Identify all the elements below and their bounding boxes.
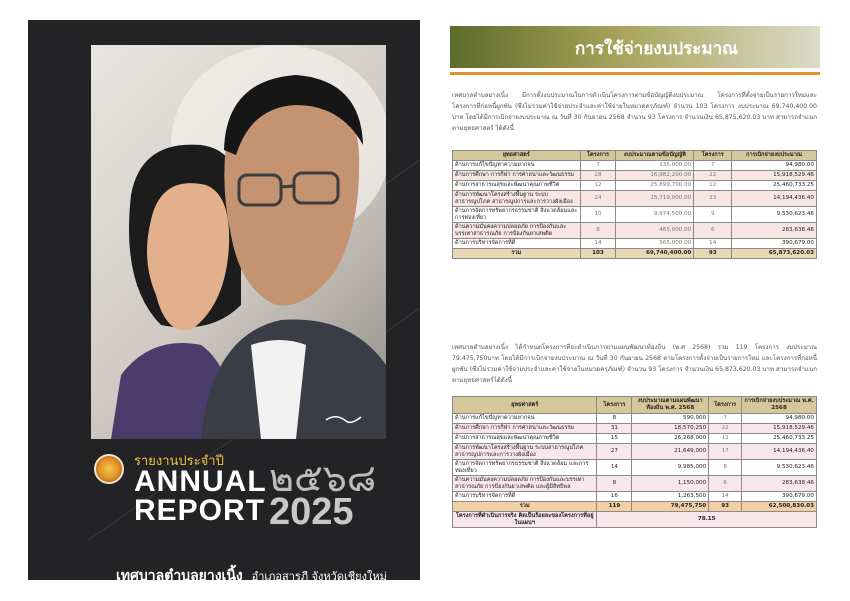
page-header: [450, 26, 820, 68]
disbursed-projects-cell: 12: [709, 434, 742, 444]
disbursed-cell: 94,980.00: [742, 414, 817, 424]
budget-cell: 1,150,000: [632, 476, 709, 492]
strategy-cell: ด้านความมั่นคงความปลอดภัย การป้องกันและบรรเทาสาธารณภัย การป้องกันยาเสพติด และผู้มีสิทธิพล: [453, 476, 597, 492]
disbursed-cell: 14,194,436.40: [742, 444, 817, 460]
total-projects: 103: [580, 249, 616, 259]
disbursed-cell: 94,980.00: [732, 161, 817, 171]
projects-cell: 14: [597, 460, 632, 476]
column-header: งบประมาณตามแผนพัฒนาท้องถิ่น พ.ศ. 2568: [632, 397, 709, 414]
column-header: ยุทธศาสตร์: [453, 151, 581, 161]
table-row: [453, 434, 817, 444]
table-row: [453, 414, 817, 424]
table-total-row: [453, 249, 817, 259]
annual-report-cover: [28, 20, 420, 580]
disbursed-projects-cell: 7: [709, 414, 742, 424]
strategy-cell: ด้านความมั่นคงความปลอดภัย การป้องกันและบรรเทาสาธารณภัย การป้องกันยาเสพติด: [453, 223, 581, 239]
total-label: รวม: [453, 502, 597, 512]
disbursed-projects-cell: 12: [694, 181, 732, 191]
strategy-cell: ด้านการแก้ไขปัญหาความยากจน: [453, 161, 581, 171]
plan-paragraph: เทศบาลตำบลยางเนิ้ง ได้กำหนดโครงการที่จะดำเนินการตามแผนพัฒนาท้องถิ่น (พ.ศ 2568) รวม 119 โครงการ งบประมาณ 79,475,750บาท โดยได้มีการเบิกจ่ายงบประมาณ ณ วันที่ 30 กันยายน 2568 ตามโครงการตั้งจ่ายเป็นรายการใหม่ และโครงการที่ก่อหนี้ผูกพัน (ซึ่งไม่รวมค่าใช้จ่ายประจำและค่าใช้จ่ายในหมวดครุภัณฑ์) จำนวน 93 โครงการ จำนวนเงิน 65,873,620.03 บาท สามารถจำแนกตามยุทธศาสตร์ได้ดังนี้: [452, 344, 817, 384]
projects-cell: 14: [580, 239, 616, 249]
disbursed-cell: 14,194,436.40: [732, 191, 817, 207]
municipality-name-line: [116, 565, 387, 580]
municipality-name: เทศบาลตำบลยางเนิ้ง: [116, 568, 243, 580]
table-row: [453, 161, 817, 171]
strategy-cell: ด้านการศึกษา การกีฬา การศาสนาและวัฒนธรรม: [453, 424, 597, 434]
column-header: โครงการ: [580, 151, 616, 161]
projects-cell: 7: [580, 161, 616, 171]
table-header-row: [453, 151, 817, 161]
table-row: [453, 476, 817, 492]
table-row: [453, 239, 817, 249]
column-header: งบประมาณตามข้อบัญญัติ: [616, 151, 694, 161]
annual-word: ANNUAL: [134, 465, 267, 498]
total-disbursed: 62,500,830.03: [742, 502, 817, 512]
total-disbursed: 65,873,620.03: [732, 249, 817, 259]
table-row: [453, 492, 817, 502]
strategy-cell: ด้านการพัฒนาโครงสร้างพื้นฐาน ระบบสาธารณูปโภค สาธารณูปการและการวางผังเมือง: [453, 444, 597, 460]
disbursed-cell: 9,530,623.46: [742, 460, 817, 476]
table-row: [453, 181, 817, 191]
projects-cell: 8: [597, 476, 632, 492]
municipality-district: อำเภอสารภี จังหวัดเชียงใหม่: [251, 570, 387, 580]
disbursed-cell: 15,918,529.46: [732, 171, 817, 181]
disbursed-projects-cell: 22: [694, 171, 732, 181]
column-header: ยุทธศาสตร์: [453, 397, 597, 414]
table-row: [453, 207, 817, 223]
disbursed-cell: 283,638.46: [732, 223, 817, 239]
table-header-row: [453, 397, 817, 414]
header-underline: [450, 72, 820, 75]
budget-cell: 26,268,000: [632, 434, 709, 444]
disbursed-projects-cell: 23: [694, 191, 732, 207]
total-budget: 69,740,400.00: [616, 249, 694, 259]
projects-cell: 8: [580, 223, 616, 239]
royal-portrait-image: [91, 45, 386, 439]
projects-cell: 8: [597, 414, 632, 424]
column-header: โครงการ: [694, 151, 732, 161]
disbursed-cell: 9,530,623.46: [732, 207, 817, 223]
disbursed-projects-cell: 14: [709, 492, 742, 502]
total-projects: 119: [597, 502, 632, 512]
budget-cell: 1,263,500: [632, 492, 709, 502]
table-row: [453, 171, 817, 181]
budget-cell: 135,000.00: [616, 161, 694, 171]
budget-cell: 565,000.00: [616, 239, 694, 249]
strategy-cell: ด้านการบริหารจัดการที่ดี: [453, 492, 597, 502]
table-row: [453, 191, 817, 207]
total-disbursed-projects: 93: [709, 502, 742, 512]
projects-cell: 10: [580, 207, 616, 223]
municipality-seal-icon: [94, 454, 124, 484]
total-label: รวม: [453, 249, 581, 259]
strategy-cell: ด้านการศึกษา การกีฬา การศาสนาและวัฒนธรรม: [453, 171, 581, 181]
column-header: การเบิกจ่ายงบประมาณ: [732, 151, 817, 161]
projects-cell: 16: [597, 492, 632, 502]
column-header: การเบิกจ่ายงบประมาณ พ.ศ. 2568: [742, 397, 817, 414]
budget-cell: 25,899,700.00: [616, 181, 694, 191]
budget-by-ordinance-table: [452, 150, 817, 259]
thai-year: ๒๕๖๘: [269, 456, 377, 500]
completion-percentage-value: 78.15: [597, 512, 817, 528]
disbursed-cell: 283,638.46: [742, 476, 817, 492]
portrait-illustration: [91, 45, 386, 439]
budget-cell: 9,985,000: [632, 460, 709, 476]
strategy-cell: ด้านการสาธารณสุขและพัฒนาคุณภาพชีวิต: [453, 181, 581, 191]
total-disbursed-projects: 93: [694, 249, 732, 259]
report-word: REPORT: [134, 494, 266, 527]
projects-cell: 28: [580, 171, 616, 181]
projects-cell: 31: [597, 424, 632, 434]
total-budget: 79,475,750: [632, 502, 709, 512]
report-year: 2025: [269, 491, 354, 533]
strategy-cell: ด้านการแก้ไขปัญหาความยากจน: [453, 414, 597, 424]
page-title: การใช้จ่ายงบประมาณ: [575, 39, 738, 59]
completion-percentage-row: [453, 512, 817, 528]
disbursed-cell: 15,918,529.46: [742, 424, 817, 434]
disbursed-projects-cell: 22: [709, 424, 742, 434]
strategy-cell: ด้านการจัดการทรัพยากรธรรมชาติ สิ่งแวดล้อม และการท่องเที่ยว: [453, 460, 597, 476]
disbursed-projects-cell: 17: [709, 444, 742, 460]
budget-spending-page: [440, 20, 832, 580]
budget-cell: 590,000: [632, 414, 709, 424]
disbursed-cell: 25,460,733.25: [742, 434, 817, 444]
disbursed-cell: 25,460,733.25: [732, 181, 817, 191]
column-header: โครงการ: [709, 397, 742, 414]
projects-cell: 12: [580, 181, 616, 191]
budget-cell: 16,982,200.00: [616, 171, 694, 181]
disbursed-projects-cell: 14: [694, 239, 732, 249]
projects-cell: 15: [597, 434, 632, 444]
budget-cell: 465,000.00: [616, 223, 694, 239]
disbursed-projects-cell: 6: [694, 223, 732, 239]
strategy-cell: ด้านการบริหารจัดการที่ดี: [453, 239, 581, 249]
table-row: [453, 444, 817, 460]
table-total-row: [453, 502, 817, 512]
table-row: [453, 460, 817, 476]
disbursed-cell: 390,679.00: [732, 239, 817, 249]
projects-cell: 24: [580, 191, 616, 207]
strategy-cell: ด้านการพัฒนาโครงสร้างพื้นฐาน ระบบสาธารณูปโภค สาธารณูปการและการวางผังเมือง: [453, 191, 581, 207]
disbursed-projects-cell: 9: [694, 207, 732, 223]
disbursed-cell: 390,679.00: [742, 492, 817, 502]
disbursed-projects-cell: 8: [709, 460, 742, 476]
disbursed-projects-cell: 6: [709, 476, 742, 492]
completion-percentage-label: โครงการที่ดำเนินการจริง คิดเป็นร้อยละของโครงการที่อยู่ในแผนฯ: [453, 512, 597, 528]
strategy-cell: ด้านการจัดการทรัพยากรธรรมชาติ สิ่งแวดล้อมและการท่องเที่ยว: [453, 207, 581, 223]
budget-cell: 21,649,000: [632, 444, 709, 460]
budget-cell: 9,974,500.00: [616, 207, 694, 223]
budget-by-local-plan-table: [452, 396, 817, 528]
table-row: [453, 424, 817, 434]
budget-cell: 15,719,000.00: [616, 191, 694, 207]
budget-cell: 18,570,250: [632, 424, 709, 434]
strategy-cell: ด้านการสาธารณสุขและพัฒนาคุณภาพชีวิต: [453, 434, 597, 444]
column-header: โครงการ: [597, 397, 632, 414]
table-row: [453, 223, 817, 239]
intro-paragraph: เทศบาลตำบลยางเนิ้ง มีการตั้งงบประมาณในการดำเนินโครงการตามข้อบัญญัติงบประมาณ โครงการที่ตั้งจ่ายเป็นรายการใหม่และโครงการที่ก่อหนี้ผูกพัน (ซึ่งไม่รวมค่าใช้จ่ายประจำและค่าใช้จ่ายในหมวดครุภัณฑ์) จำนวน 103 โครงการ งบประมาณ 69,740,400.00 บาท โดยได้มีการเบิกจ่ายงบประมาณ ณ วันที่ 30 กันยายน 2568 จำนวน 93 โครงการ จำนวนเงิน 65,875,620.03 บาท สามารถจำแนกตามยุทธศาสตร์ ได้ดังนี้: [452, 92, 817, 132]
annual-report-thai-label: รายงานประจำปี: [134, 454, 224, 469]
disbursed-projects-cell: 7: [694, 161, 732, 171]
projects-cell: 27: [597, 444, 632, 460]
